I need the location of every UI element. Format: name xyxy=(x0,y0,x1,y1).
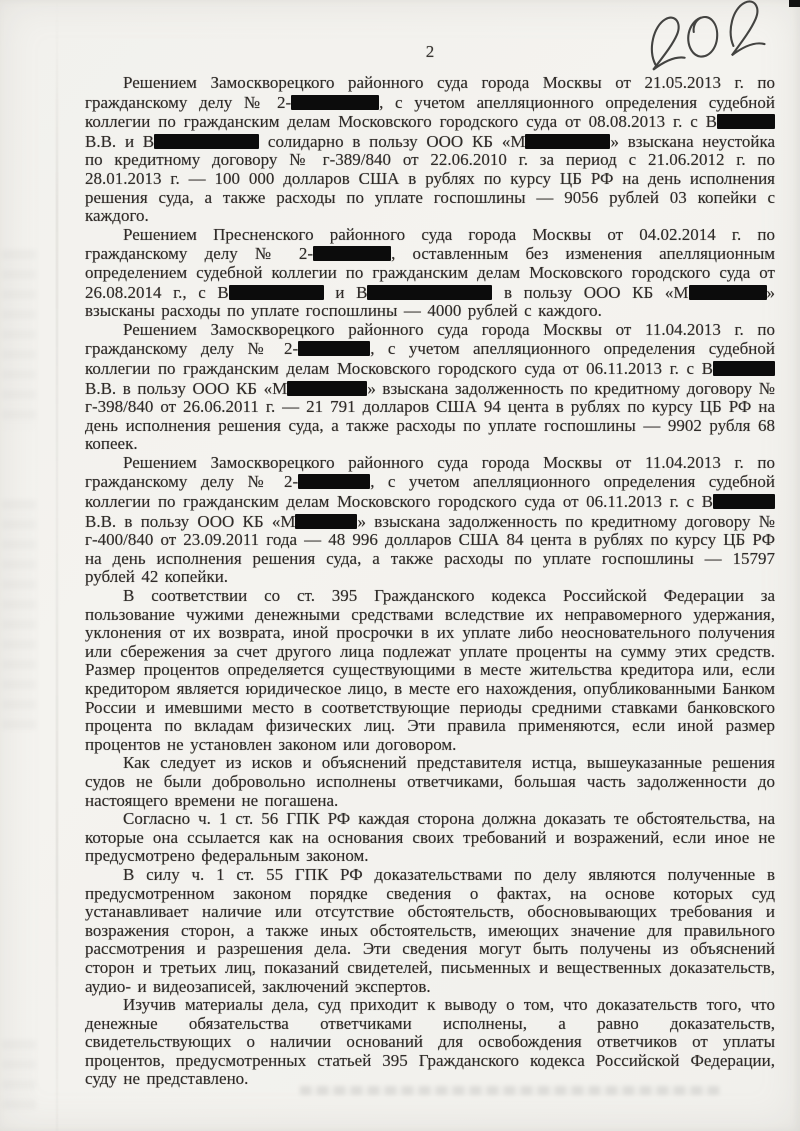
bleed-through-smudge xyxy=(2,500,36,730)
redaction-bar xyxy=(689,285,767,300)
paragraph: Решением Пресненского районного суда города Москвы от 04.02.2014 г. по гражданскому делу № 2- , оставленным без изменения апелляционным определением судебной коллегии по гражданским делам Московского городского суда от 26.08.2014 г., с В и В в пользу ООО КБ «М » взысканы расходы по уплате госпошлины — 4000 рублей с каждого. xyxy=(85,224,775,321)
redaction-bar xyxy=(525,134,610,149)
corner-scan-mark xyxy=(789,0,800,7)
paragraph: Изучив материалы дела, суд приходит к выводу о том, что доказательств того, что денежные обязательства ответчиками исполнены, а равно доказательств, свидетельствующих о наличии оснований для освобождения ответчиков от уплаты процентов, предусмотренных статьей 395 Гражданского кодекса Российской Федерации, суду не представлено. xyxy=(85,995,775,1089)
page-number: 2 xyxy=(425,42,435,61)
paragraph: Решением Замоскворецкого районного суда города Москвы от 11.04.2013 г. по гражданскому делу № 2- , с учетом апелляционного определения судебной коллегии по гражданским делам Московского городского суда от 06.11.2013 г. с В В.В. в пользу ООО КБ «М » взыскана задолженность по кредитному договору № г-400/840 от 23.09.2011 года — 48 996 долларов США 84 цента в рублях по курсу ЦБ РФ на день исполнения решения суда, а также расходы по уплате госпошлины — 15797 рублей 42 копейки. xyxy=(85,452,776,587)
redaction-bar xyxy=(367,285,492,300)
redaction-bar xyxy=(298,341,370,356)
paper-crease xyxy=(56,0,58,1131)
redaction-bar xyxy=(291,95,379,110)
paragraph: Решением Замоскворецкого районного суда города Москвы от 21.05.2013 г. по гражданскому делу № 2- , с учетом апелляционного определения судебной коллегии по гражданским делам Московского городского суда от 08.08.2013 г. с В В.В. и В солидарно в пользу ООО КБ «М » взыскана неустойка по кредитному договору № г-389/840 от 22.06.2010 г. за период с 21.06.2012 г. по 28.01.2013 г. — 100 000 долларов США в рублях по курсу ЦБ РФ на день исполнения решения суда, а также расходы по уплате госпошлины — 9056 рублей 03 копейки с каждого. xyxy=(85,73,776,226)
paragraph: Согласно ч. 1 ст. 56 ГПК РФ каждая сторона должна доказать те обстоятельства, на которые она ссылается как на основания своих требований и возражений, если иное не предусмотрено федеральным законом. xyxy=(85,809,775,866)
redaction-bar xyxy=(713,494,775,509)
paragraph: Как следует из исков и объяснений представителя истца, вышеуказанные решения судов не были добровольно исполнены ответчиками, большая часть задолженности до настоящего времени не погашена. xyxy=(85,753,775,810)
paragraph: В силу ч. 1 ст. 55 ГПК РФ доказательствами по делу являются полученные в предусмотренном законом порядке сведения о фактах, на основе которых суд устанавливает наличие или отсутствие обстоятельств, обосновывающих требования и возражения сторон, а также иных обстоятельств, имеющих значение для правильного рассмотрения и разрешения дела. Эти сведения могут быть получены из объяснений сторон и третьих лиц, показаний свидетелей, письменных и вещественных доказательств, аудио- и видеозаписей, заключений экспертов. xyxy=(85,864,775,996)
redaction-bar xyxy=(717,114,775,129)
redaction-bar xyxy=(713,361,775,376)
bleed-through-smudge xyxy=(2,1040,36,1110)
paragraph: В соответствии со ст. 395 Гражданского кодекса Российской Федерации за пользование чужими денежными средствами вследствие их неправомерного удержания, уклонения от их возврата, иной просрочки в их уплате либо неосновательного получения или сбережения за счет другого лица подлежат уплате проценты на сумму этих средств. Размер процентов определяется существующими в месте жительства кредитора или, если кредитором является юридическое лицо, в месте его нахождения, опубликованными Банком России и имевшими место в соответствующие периоды средними ставками банковского процента по вкладам физических лиц. Эти правила применяются, если иной размер процентов не установлен законом или договором. xyxy=(85,586,775,754)
redaction-bar xyxy=(287,381,367,396)
paragraph: Решением Замоскворецкого районного суда города Москвы от 11.04.2013 г. по гражданскому делу № 2- , с учетом апелляционного определения судебной коллегии по гражданским делам Московского городского суда от 06.11.2013 г. с В В.В. в пользу ООО КБ «М » взыскана задолженность по кредитному договору № г-398/840 от 26.06.2011 г. — 21 791 долларов США 94 цента в рублях по курсу ЦБ РФ на день исполнения решения суда, а также расходы по уплате госпошлины — 9902 рубля 68 копеек. xyxy=(85,319,776,454)
bleed-through-smudge xyxy=(2,250,36,430)
handwritten-page-number xyxy=(632,0,782,78)
redaction-bar xyxy=(295,514,357,529)
redaction-bar xyxy=(154,134,259,149)
redaction-bar xyxy=(313,246,391,261)
redaction-bar xyxy=(229,285,324,300)
text-block xyxy=(85,74,775,1089)
redaction-bar xyxy=(298,474,370,489)
